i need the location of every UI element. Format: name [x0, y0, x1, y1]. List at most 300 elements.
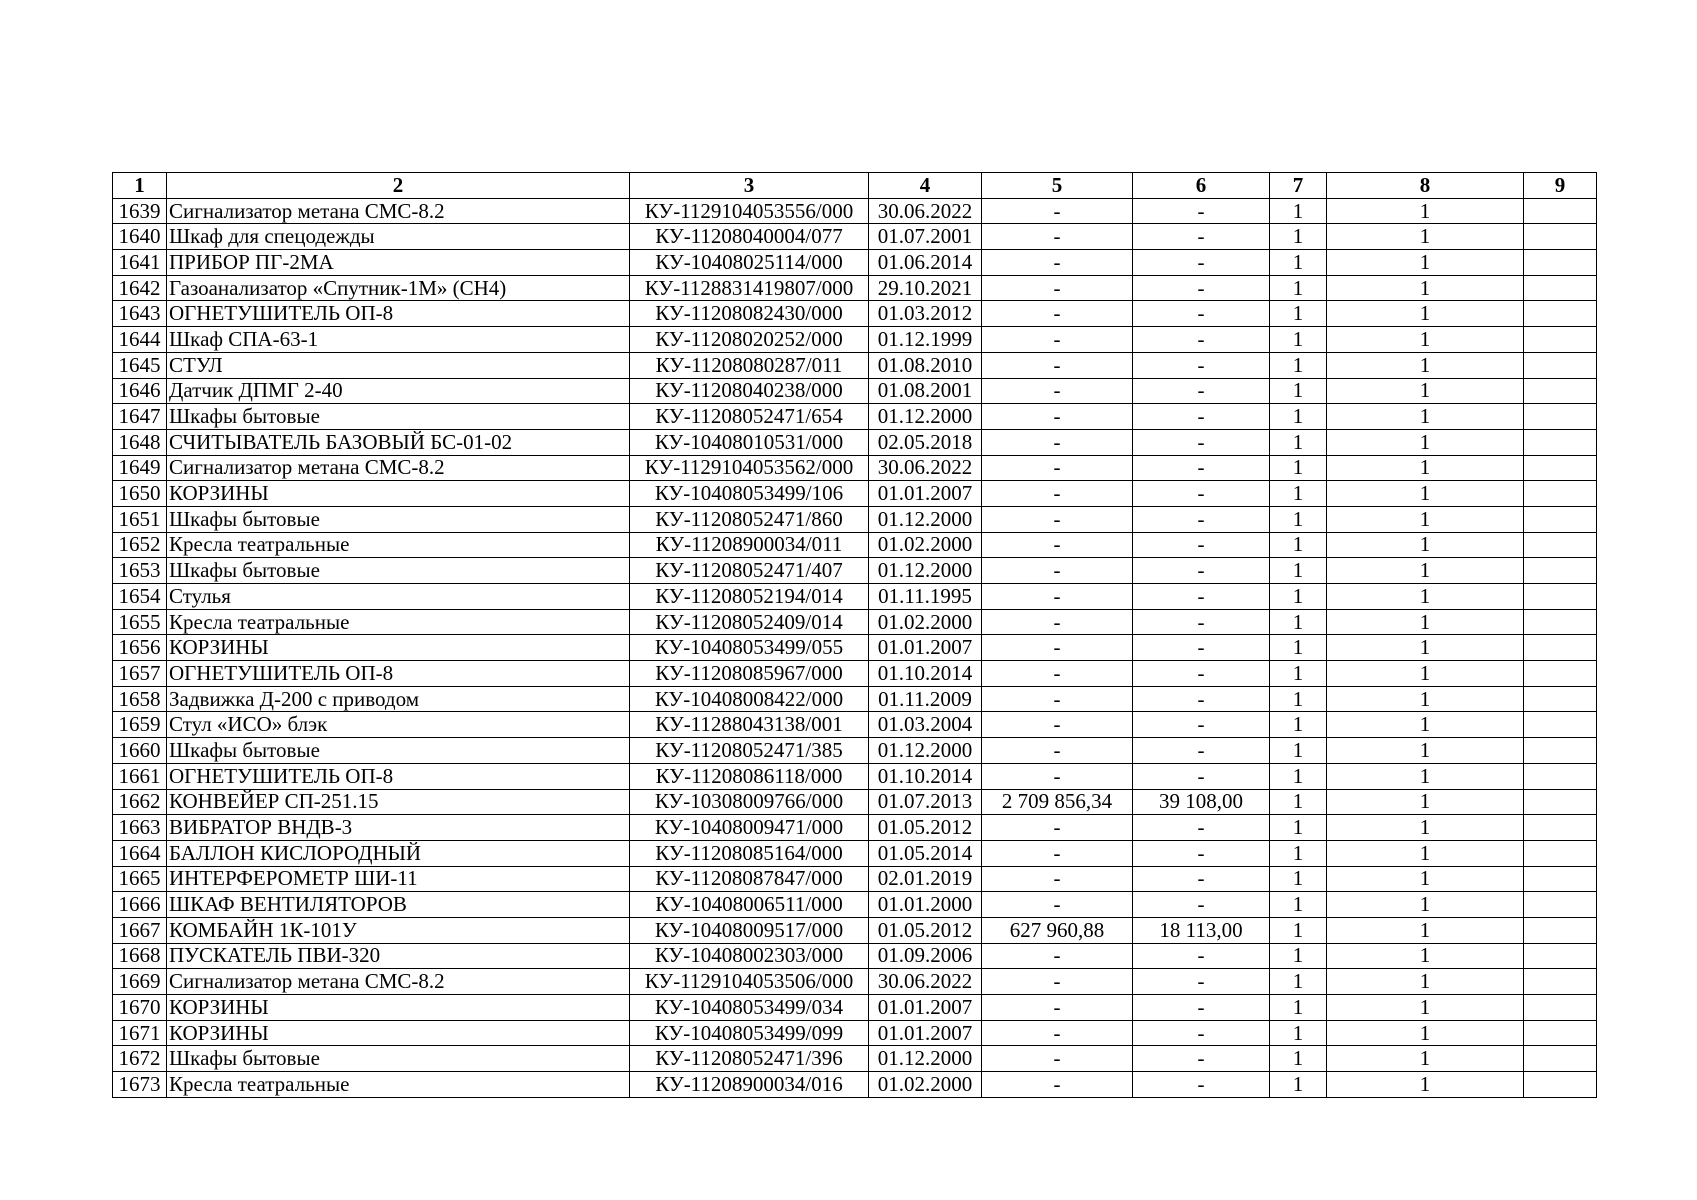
- date-cell: 01.01.2007: [869, 481, 982, 507]
- table-row: [113, 532, 1597, 558]
- value-9-cell: [1524, 917, 1597, 943]
- value-5-cell: -: [982, 275, 1133, 301]
- inventory-number-cell: КУ-10408053499/106: [630, 481, 869, 507]
- value-7-cell: 1: [1270, 532, 1327, 558]
- value-7-cell: 1: [1270, 943, 1327, 969]
- value-5-cell: -: [982, 609, 1133, 635]
- value-6-cell: -: [1133, 1072, 1270, 1098]
- value-8-cell: 1: [1327, 815, 1524, 841]
- value-7-cell: 1: [1270, 455, 1327, 481]
- value-5-cell: -: [982, 584, 1133, 610]
- value-6-cell: -: [1133, 429, 1270, 455]
- table-row: [113, 1072, 1597, 1098]
- value-6-cell: -: [1133, 738, 1270, 764]
- item-name-cell: Шкаф для спецодежды: [167, 224, 630, 250]
- value-9-cell: [1524, 789, 1597, 815]
- row-number-cell: 1657: [113, 661, 167, 687]
- value-6-cell: -: [1133, 224, 1270, 250]
- item-name-cell: КОНВЕЙЕР СП-251.15: [167, 789, 630, 815]
- value-7-cell: 1: [1270, 558, 1327, 584]
- date-cell: 01.01.2007: [869, 995, 982, 1021]
- item-name-cell: ВИБРАТОР ВНДВ-3: [167, 815, 630, 841]
- value-5-cell: -: [982, 1020, 1133, 1046]
- value-8-cell: 1: [1327, 609, 1524, 635]
- value-5-cell: -: [982, 506, 1133, 532]
- item-name-cell: ШКАФ ВЕНТИЛЯТОРОВ: [167, 892, 630, 918]
- value-6-cell: -: [1133, 327, 1270, 353]
- item-name-cell: ОГНЕТУШИТЕЛЬ ОП-8: [167, 661, 630, 687]
- inventory-number-cell: КУ-11208052471/407: [630, 558, 869, 584]
- value-6-cell: -: [1133, 352, 1270, 378]
- value-9-cell: [1524, 429, 1597, 455]
- value-9-cell: [1524, 532, 1597, 558]
- value-6-cell: -: [1133, 763, 1270, 789]
- item-name-cell: ИНТЕРФЕРОМЕТР ШИ-11: [167, 866, 630, 892]
- inventory-number-cell: КУ-11208040004/077: [630, 224, 869, 250]
- value-5-cell: 2 709 856,34: [982, 789, 1133, 815]
- inventory-number-cell: КУ-11208020252/000: [630, 327, 869, 353]
- value-8-cell: 1: [1327, 661, 1524, 687]
- item-name-cell: Кресла театральные: [167, 1072, 630, 1098]
- inventory-table: [112, 172, 1597, 1098]
- value-9-cell: [1524, 224, 1597, 250]
- value-5-cell: -: [982, 429, 1133, 455]
- item-name-cell: Сигнализатор метана СМС-8.2: [167, 969, 630, 995]
- inventory-number-cell: КУ-11208052471/385: [630, 738, 869, 764]
- inventory-number-cell: КУ-10408009517/000: [630, 917, 869, 943]
- row-number-cell: 1639: [113, 198, 167, 224]
- value-5-cell: -: [982, 1072, 1133, 1098]
- inventory-number-cell: КУ-11208086118/000: [630, 763, 869, 789]
- value-7-cell: 1: [1270, 763, 1327, 789]
- inventory-number-cell: КУ-11208052194/014: [630, 584, 869, 610]
- value-6-cell: -: [1133, 661, 1270, 687]
- value-8-cell: 1: [1327, 327, 1524, 353]
- row-number-cell: 1661: [113, 763, 167, 789]
- value-5-cell: -: [982, 969, 1133, 995]
- row-number-cell: 1658: [113, 686, 167, 712]
- value-7-cell: 1: [1270, 250, 1327, 276]
- column-header: 9: [1524, 173, 1597, 199]
- value-5-cell: -: [982, 558, 1133, 584]
- value-6-cell: -: [1133, 609, 1270, 635]
- date-cell: 01.06.2014: [869, 250, 982, 276]
- value-6-cell: -: [1133, 892, 1270, 918]
- value-8-cell: 1: [1327, 789, 1524, 815]
- value-6-cell: -: [1133, 686, 1270, 712]
- date-cell: 01.10.2014: [869, 661, 982, 687]
- row-number-cell: 1650: [113, 481, 167, 507]
- row-number-cell: 1672: [113, 1046, 167, 1072]
- table-row: [113, 635, 1597, 661]
- table-row: [113, 1046, 1597, 1072]
- value-8-cell: 1: [1327, 686, 1524, 712]
- value-6-cell: -: [1133, 275, 1270, 301]
- value-7-cell: 1: [1270, 429, 1327, 455]
- value-6-cell: -: [1133, 301, 1270, 327]
- value-9-cell: [1524, 763, 1597, 789]
- value-6-cell: -: [1133, 455, 1270, 481]
- value-7-cell: 1: [1270, 506, 1327, 532]
- row-number-cell: 1649: [113, 455, 167, 481]
- value-9-cell: [1524, 275, 1597, 301]
- date-cell: 01.02.2000: [869, 609, 982, 635]
- value-6-cell: -: [1133, 481, 1270, 507]
- table-body: [113, 198, 1597, 1097]
- table-row: [113, 969, 1597, 995]
- value-6-cell: -: [1133, 584, 1270, 610]
- table-row: [113, 198, 1597, 224]
- row-number-cell: 1659: [113, 712, 167, 738]
- value-7-cell: 1: [1270, 1020, 1327, 1046]
- column-header: 1: [113, 173, 167, 199]
- row-number-cell: 1644: [113, 327, 167, 353]
- date-cell: 02.05.2018: [869, 429, 982, 455]
- date-cell: 01.05.2014: [869, 840, 982, 866]
- value-6-cell: -: [1133, 198, 1270, 224]
- column-header: 6: [1133, 173, 1270, 199]
- value-5-cell: -: [982, 327, 1133, 353]
- item-name-cell: Стулья: [167, 584, 630, 610]
- value-9-cell: [1524, 1046, 1597, 1072]
- value-8-cell: 1: [1327, 250, 1524, 276]
- item-name-cell: Сигнализатор метана СМС-8.2: [167, 455, 630, 481]
- value-6-cell: -: [1133, 635, 1270, 661]
- value-8-cell: 1: [1327, 584, 1524, 610]
- value-6-cell: -: [1133, 250, 1270, 276]
- inventory-number-cell: КУ-11208085967/000: [630, 661, 869, 687]
- row-number-cell: 1652: [113, 532, 167, 558]
- inventory-number-cell: КУ-11208052471/396: [630, 1046, 869, 1072]
- row-number-cell: 1664: [113, 840, 167, 866]
- value-8-cell: 1: [1327, 455, 1524, 481]
- inventory-number-cell: КУ-11208087847/000: [630, 866, 869, 892]
- row-number-cell: 1654: [113, 584, 167, 610]
- inventory-number-cell: КУ-10408008422/000: [630, 686, 869, 712]
- item-name-cell: Датчик ДПМГ 2-40: [167, 378, 630, 404]
- table-row: [113, 506, 1597, 532]
- date-cell: 30.06.2022: [869, 455, 982, 481]
- value-5-cell: -: [982, 763, 1133, 789]
- value-7-cell: 1: [1270, 789, 1327, 815]
- table-row: [113, 1020, 1597, 1046]
- value-8-cell: 1: [1327, 275, 1524, 301]
- value-7-cell: 1: [1270, 917, 1327, 943]
- row-number-cell: 1651: [113, 506, 167, 532]
- value-8-cell: 1: [1327, 917, 1524, 943]
- row-number-cell: 1662: [113, 789, 167, 815]
- table-row: [113, 712, 1597, 738]
- date-cell: 30.06.2022: [869, 969, 982, 995]
- value-9-cell: [1524, 712, 1597, 738]
- value-7-cell: 1: [1270, 866, 1327, 892]
- value-6-cell: -: [1133, 995, 1270, 1021]
- table-row: [113, 943, 1597, 969]
- value-5-cell: -: [982, 250, 1133, 276]
- inventory-number-cell: КУ-1129104053506/000: [630, 969, 869, 995]
- value-8-cell: 1: [1327, 995, 1524, 1021]
- row-number-cell: 1643: [113, 301, 167, 327]
- item-name-cell: Шкафы бытовые: [167, 1046, 630, 1072]
- value-5-cell: -: [982, 1046, 1133, 1072]
- value-9-cell: [1524, 738, 1597, 764]
- table-row: [113, 250, 1597, 276]
- value-6-cell: -: [1133, 840, 1270, 866]
- date-cell: 01.05.2012: [869, 815, 982, 841]
- value-8-cell: 1: [1327, 352, 1524, 378]
- value-7-cell: 1: [1270, 275, 1327, 301]
- value-5-cell: -: [982, 404, 1133, 430]
- value-5-cell: -: [982, 532, 1133, 558]
- value-8-cell: 1: [1327, 532, 1524, 558]
- value-7-cell: 1: [1270, 609, 1327, 635]
- item-name-cell: Шкаф СПА-63-1: [167, 327, 630, 353]
- inventory-number-cell: КУ-11208900034/011: [630, 532, 869, 558]
- value-8-cell: 1: [1327, 429, 1524, 455]
- value-5-cell: -: [982, 352, 1133, 378]
- value-5-cell: -: [982, 866, 1133, 892]
- table-row: [113, 866, 1597, 892]
- date-cell: 01.12.2000: [869, 738, 982, 764]
- item-name-cell: Шкафы бытовые: [167, 558, 630, 584]
- value-7-cell: 1: [1270, 481, 1327, 507]
- date-cell: 30.06.2022: [869, 198, 982, 224]
- value-9-cell: [1524, 327, 1597, 353]
- inventory-number-cell: КУ-1129104053556/000: [630, 198, 869, 224]
- value-8-cell: 1: [1327, 404, 1524, 430]
- value-8-cell: 1: [1327, 840, 1524, 866]
- value-5-cell: -: [982, 635, 1133, 661]
- inventory-number-cell: КУ-11208052471/860: [630, 506, 869, 532]
- header-row: [113, 173, 1597, 199]
- value-9-cell: [1524, 661, 1597, 687]
- value-8-cell: 1: [1327, 943, 1524, 969]
- value-7-cell: 1: [1270, 198, 1327, 224]
- value-8-cell: 1: [1327, 1072, 1524, 1098]
- item-name-cell: СТУЛ: [167, 352, 630, 378]
- value-5-cell: -: [982, 995, 1133, 1021]
- value-7-cell: 1: [1270, 686, 1327, 712]
- value-8-cell: 1: [1327, 198, 1524, 224]
- value-9-cell: [1524, 378, 1597, 404]
- value-7-cell: 1: [1270, 584, 1327, 610]
- item-name-cell: Задвижка Д-200 с приводом: [167, 686, 630, 712]
- inventory-number-cell: КУ-11208052471/654: [630, 404, 869, 430]
- inventory-number-cell: КУ-11208900034/016: [630, 1072, 869, 1098]
- value-9-cell: [1524, 481, 1597, 507]
- table-row: [113, 481, 1597, 507]
- value-9-cell: [1524, 404, 1597, 430]
- value-7-cell: 1: [1270, 892, 1327, 918]
- value-7-cell: 1: [1270, 1046, 1327, 1072]
- inventory-number-cell: КУ-11208080287/011: [630, 352, 869, 378]
- table-row: [113, 275, 1597, 301]
- value-6-cell: -: [1133, 866, 1270, 892]
- row-number-cell: 1666: [113, 892, 167, 918]
- date-cell: 01.01.2000: [869, 892, 982, 918]
- value-7-cell: 1: [1270, 712, 1327, 738]
- value-9-cell: [1524, 352, 1597, 378]
- value-5-cell: -: [982, 892, 1133, 918]
- value-8-cell: 1: [1327, 1020, 1524, 1046]
- value-9-cell: [1524, 250, 1597, 276]
- value-8-cell: 1: [1327, 712, 1524, 738]
- item-name-cell: Кресла театральные: [167, 532, 630, 558]
- value-9-cell: [1524, 840, 1597, 866]
- value-9-cell: [1524, 866, 1597, 892]
- value-6-cell: -: [1133, 712, 1270, 738]
- value-6-cell: -: [1133, 943, 1270, 969]
- value-9-cell: [1524, 609, 1597, 635]
- value-9-cell: [1524, 455, 1597, 481]
- date-cell: 02.01.2019: [869, 866, 982, 892]
- column-header: 5: [982, 173, 1133, 199]
- table-row: [113, 917, 1597, 943]
- table-row: [113, 840, 1597, 866]
- date-cell: 01.11.1995: [869, 584, 982, 610]
- row-number-cell: 1655: [113, 609, 167, 635]
- value-9-cell: [1524, 635, 1597, 661]
- table-row: [113, 352, 1597, 378]
- inventory-number-cell: КУ-10408002303/000: [630, 943, 869, 969]
- date-cell: 01.09.2006: [869, 943, 982, 969]
- inventory-number-cell: КУ-10408053499/055: [630, 635, 869, 661]
- date-cell: 01.08.2001: [869, 378, 982, 404]
- date-cell: 01.12.2000: [869, 558, 982, 584]
- value-9-cell: [1524, 969, 1597, 995]
- row-number-cell: 1645: [113, 352, 167, 378]
- item-name-cell: ПРИБОР ПГ-2МА: [167, 250, 630, 276]
- value-9-cell: [1524, 815, 1597, 841]
- item-name-cell: ОГНЕТУШИТЕЛЬ ОП-8: [167, 763, 630, 789]
- value-7-cell: 1: [1270, 661, 1327, 687]
- row-number-cell: 1656: [113, 635, 167, 661]
- table-row: [113, 815, 1597, 841]
- value-6-cell: -: [1133, 558, 1270, 584]
- item-name-cell: Газоанализатор «Спутник-1М» (СН4): [167, 275, 630, 301]
- value-5-cell: -: [982, 661, 1133, 687]
- date-cell: 01.08.2010: [869, 352, 982, 378]
- value-7-cell: 1: [1270, 840, 1327, 866]
- value-5-cell: -: [982, 224, 1133, 250]
- date-cell: 29.10.2021: [869, 275, 982, 301]
- value-8-cell: 1: [1327, 301, 1524, 327]
- value-9-cell: [1524, 198, 1597, 224]
- table-row: [113, 378, 1597, 404]
- inventory-number-cell: КУ-11208040238/000: [630, 378, 869, 404]
- value-5-cell: -: [982, 738, 1133, 764]
- inventory-number-cell: КУ-10308009766/000: [630, 789, 869, 815]
- row-number-cell: 1668: [113, 943, 167, 969]
- value-5-cell: -: [982, 378, 1133, 404]
- value-8-cell: 1: [1327, 763, 1524, 789]
- table-row: [113, 301, 1597, 327]
- row-number-cell: 1670: [113, 995, 167, 1021]
- row-number-cell: 1653: [113, 558, 167, 584]
- value-9-cell: [1524, 1072, 1597, 1098]
- value-8-cell: 1: [1327, 378, 1524, 404]
- value-7-cell: 1: [1270, 1072, 1327, 1098]
- value-7-cell: 1: [1270, 301, 1327, 327]
- value-9-cell: [1524, 943, 1597, 969]
- inventory-number-cell: КУ-10408053499/034: [630, 995, 869, 1021]
- value-7-cell: 1: [1270, 815, 1327, 841]
- value-9-cell: [1524, 301, 1597, 327]
- inventory-number-cell: КУ-11208082430/000: [630, 301, 869, 327]
- value-6-cell: -: [1133, 378, 1270, 404]
- item-name-cell: КОМБАЙН 1К-101У: [167, 917, 630, 943]
- row-number-cell: 1660: [113, 738, 167, 764]
- value-8-cell: 1: [1327, 738, 1524, 764]
- value-6-cell: -: [1133, 1020, 1270, 1046]
- value-8-cell: 1: [1327, 892, 1524, 918]
- item-name-cell: Сигнализатор метана СМС-8.2: [167, 198, 630, 224]
- row-number-cell: 1663: [113, 815, 167, 841]
- row-number-cell: 1646: [113, 378, 167, 404]
- value-7-cell: 1: [1270, 224, 1327, 250]
- date-cell: 01.11.2009: [869, 686, 982, 712]
- table-row: [113, 558, 1597, 584]
- table-row: [113, 686, 1597, 712]
- value-8-cell: 1: [1327, 969, 1524, 995]
- inventory-number-cell: КУ-10408009471/000: [630, 815, 869, 841]
- table-header: [113, 173, 1597, 199]
- value-6-cell: -: [1133, 815, 1270, 841]
- date-cell: 01.01.2007: [869, 635, 982, 661]
- row-number-cell: 1647: [113, 404, 167, 430]
- value-8-cell: 1: [1327, 866, 1524, 892]
- date-cell: 01.12.2000: [869, 1046, 982, 1072]
- item-name-cell: Шкафы бытовые: [167, 506, 630, 532]
- inventory-number-cell: КУ-10408053499/099: [630, 1020, 869, 1046]
- value-5-cell: 627 960,88: [982, 917, 1133, 943]
- date-cell: 01.05.2012: [869, 917, 982, 943]
- value-9-cell: [1524, 686, 1597, 712]
- date-cell: 01.12.2000: [869, 506, 982, 532]
- column-header: 2: [167, 173, 630, 199]
- value-8-cell: 1: [1327, 635, 1524, 661]
- value-9-cell: [1524, 584, 1597, 610]
- item-name-cell: КОРЗИНЫ: [167, 635, 630, 661]
- item-name-cell: КОРЗИНЫ: [167, 481, 630, 507]
- value-7-cell: 1: [1270, 969, 1327, 995]
- value-7-cell: 1: [1270, 327, 1327, 353]
- item-name-cell: ОГНЕТУШИТЕЛЬ ОП-8: [167, 301, 630, 327]
- row-number-cell: 1640: [113, 224, 167, 250]
- value-8-cell: 1: [1327, 558, 1524, 584]
- value-6-cell: -: [1133, 404, 1270, 430]
- date-cell: 01.07.2013: [869, 789, 982, 815]
- date-cell: 01.12.1999: [869, 327, 982, 353]
- value-5-cell: -: [982, 686, 1133, 712]
- value-9-cell: [1524, 892, 1597, 918]
- value-5-cell: -: [982, 943, 1133, 969]
- date-cell: 01.03.2004: [869, 712, 982, 738]
- table-row: [113, 584, 1597, 610]
- row-number-cell: 1665: [113, 866, 167, 892]
- table-row: [113, 609, 1597, 635]
- value-6-cell: -: [1133, 506, 1270, 532]
- item-name-cell: КОРЗИНЫ: [167, 1020, 630, 1046]
- value-7-cell: 1: [1270, 404, 1327, 430]
- value-5-cell: -: [982, 815, 1133, 841]
- value-6-cell: 39 108,00: [1133, 789, 1270, 815]
- value-8-cell: 1: [1327, 481, 1524, 507]
- value-9-cell: [1524, 558, 1597, 584]
- row-number-cell: 1667: [113, 917, 167, 943]
- item-name-cell: Шкафы бытовые: [167, 738, 630, 764]
- inventory-number-cell: КУ-11288043138/001: [630, 712, 869, 738]
